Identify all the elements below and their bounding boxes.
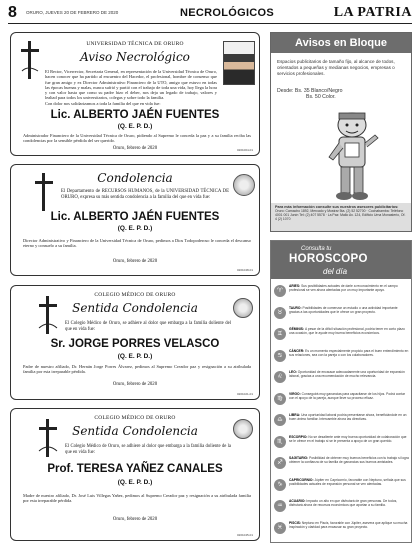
sign-text: TAURO: Posibilidades de comenzar un estudio o una actividad importante gracias a las oportunidades que le ofrece un gran proyecto. bbox=[289, 305, 398, 314]
sign-name: LEO: bbox=[289, 370, 298, 374]
sign-name: VIRGO: bbox=[289, 391, 302, 396]
sign-text: LEO: Oportunidad de encausar adecuadamente una oportunidad de expansión laboral, gracias a una recomendación de mucho relevancia. bbox=[289, 370, 405, 378]
rip-label: (Q. E. P. D.) bbox=[117, 353, 153, 360]
sign-name: ACUARIO: bbox=[289, 499, 307, 503]
notice-body-bottom: Con dolor nos solidarizamos a toda la familia del que en vida fue: bbox=[45, 101, 161, 106]
ad-code: 0201045-01 bbox=[236, 533, 253, 537]
horoscope-banner bbox=[271, 241, 411, 279]
horoscope-section bbox=[270, 240, 412, 543]
mascot-illustration bbox=[319, 107, 385, 203]
obituary-notice-3 bbox=[10, 285, 260, 400]
page-number: 8 bbox=[8, 4, 17, 21]
rip-label: (Q. E. P. D.) bbox=[117, 123, 153, 130]
notice-type: Aviso Necrológico bbox=[80, 50, 190, 64]
rip-label: (Q. E. P. D.) bbox=[117, 225, 153, 232]
issue-date: ORURO, JUEVES 20 DE FEBRERO DE 2020 bbox=[26, 10, 119, 15]
notice-type: Condolencia bbox=[97, 171, 173, 185]
ads-description: Espacios publicitarios de tamaño fijo, al alcance de todos, orientados a pequeñas y medianas negocios, empresas o servicios profesionales. bbox=[277, 59, 395, 76]
zodiac-libra-icon: ♎ bbox=[274, 414, 286, 426]
zodiac-acuario-icon: ♒ bbox=[274, 500, 286, 512]
classified-ads-promo bbox=[270, 32, 412, 232]
ad-code: 0201048-01 bbox=[236, 268, 253, 272]
sign-text: VIRGO: Conseguirá muy ganancias para capacitarse de los hijos. Podrá contar con el apoyo de la pareja, aunque lleve su proceso eficaz. bbox=[289, 391, 406, 400]
institution-name: COLEGIO MÉDICO DE ORURO bbox=[94, 292, 176, 298]
sign-name: CAPRICORNIO: bbox=[289, 477, 315, 482]
deceased-photo bbox=[223, 41, 255, 85]
sign-text: PISCIS: Neptuno en Piscis, favorable con Júpiter, asevera que aplique su mucha inspiración y claridad para encausar su gran proyecto. bbox=[289, 520, 408, 529]
sign-name: GÉMINIS: bbox=[289, 327, 305, 331]
deceased-name: Lic. ALBERTO JAÉN FUENTES bbox=[50, 211, 220, 223]
ads-title: Avisos en Bloque bbox=[271, 33, 411, 53]
horoscope-sign-aries bbox=[274, 283, 410, 307]
sign-name: ESCORPIO: bbox=[289, 434, 309, 439]
zodiac-sagitario-icon: ♐ bbox=[274, 457, 286, 469]
horoscope-sign-acuario bbox=[274, 498, 410, 522]
horoscope-sign-virgo bbox=[274, 391, 410, 415]
horoscope-sign-tauro bbox=[274, 305, 410, 329]
obituary-notice-4 bbox=[10, 408, 260, 541]
zodiac-escorpio-icon: ♏ bbox=[274, 436, 286, 448]
deceased-name: Lic. ALBERTO JAÉN FUENTES bbox=[50, 109, 220, 121]
page-header bbox=[8, 4, 412, 24]
notice-type: Sentida Condolencia bbox=[72, 301, 198, 315]
ad-code: 0201004-01 bbox=[236, 148, 253, 152]
rip-label: (Q. E. P. D.) bbox=[117, 479, 153, 486]
notice-closing: Madre de nuestro afiliado, Dr. José Luis Villegas Yañez, pedimos al Supremo Creador paz y resignación a su atribulada familia por esta irreparable pérdida. bbox=[23, 493, 251, 504]
horoscope-sign-escorpio bbox=[274, 434, 410, 458]
sign-text: CAPRICORNIO: Júpiter en Capricornio, favorable con Neptuno, señala que sus posibilidades actuales de expansión personal se ven alentadas. bbox=[289, 477, 406, 486]
sign-text: ESCORPIO: No se desaliente ante muy buena oportunidad de colaboración que se le ofrece en el trabajo si se le presenta a apoyo de un gran querido. bbox=[289, 434, 407, 443]
notice-body: El Colegio Médico de Oruro, se adhiere al dolor que embarga a la familia doliente del que en vida fue: bbox=[65, 321, 231, 332]
deceased-name: Prof. TERESA YAÑEZ CANALES bbox=[47, 463, 223, 475]
horoscope-title: HOROSCOPO bbox=[289, 253, 368, 265]
horoscope-sign-libra bbox=[274, 412, 410, 436]
ads-price bbox=[277, 88, 342, 101]
sign-text: ARIES: Sus posibilidades actuales de darle a reconocimiento en el campo profesional se ven ahora alentadas por un muy importante apoyo. bbox=[289, 284, 398, 292]
notice-body: El Rector, Vicerrector, Secretaria General, en representación de la Universidad Técnica de Oruro, hacen conocer que ha partido al encuentro del Hacedor, el profesional, hombre de consenso que fue gran amigo y ex Director Administrativo Financiero de la UTO, amigo que estuvo en todas las épocas buenas y malas, nunca sufrió y partió con el trabajo de toda una vida, hoy llega la hora y con valor hasta que como su padre hizo el deber, nos deja un legado de trabajo, valores y lealtad para todos los universitarios, colegas y sobre todo la familia. bbox=[45, 69, 217, 101]
zodiac-leo-icon: ♌ bbox=[274, 371, 286, 383]
obituary-notice-1 bbox=[10, 32, 260, 156]
zodiac-cáncer-icon: ♋ bbox=[274, 350, 286, 362]
sign-name: CÁNCER: bbox=[289, 348, 306, 353]
horoscope-kicker: Consulta tu bbox=[301, 246, 332, 252]
notice-closing: Administrador Financiero de la Universidad Técnica de Oruro, pidiendo al Supremo le conceda la paz y a su familia reciba las condolencias por la sensible pérdida del ser querido. bbox=[23, 133, 251, 144]
horoscope-sign-cáncer bbox=[274, 348, 410, 372]
sign-name: TAURO: bbox=[289, 305, 303, 310]
info-title: Para más información consulte sus nuestros asesores publicitarios: bbox=[275, 205, 399, 209]
deceased-name: Sr. JORGE PORRES VELASCO bbox=[50, 338, 220, 350]
horoscope-sign-géminis bbox=[274, 326, 410, 350]
notice-closing: Director Administrativo y Financiero de la Universidad Técnica de Oruro, pedimos a Dios Todopoderoso le conceda el descanso eterno y consuelo a su familia. bbox=[23, 238, 251, 249]
price-bw: Desde: Bs. 35 Blanco/Negro bbox=[277, 88, 343, 94]
info-body: Oruro: Camacho 1892, Mercado y Mostrar 5ta. (2) 52 52700 · Cochabamba: Teléfono 4001 001 Junín Tel: (2) 407 5578 · La Paz: Mallo Av. 124, Edificio Urna Monasterio, Of. 4 (2) 1070 bbox=[275, 209, 406, 221]
price-color: Bs. 50 Color. bbox=[306, 94, 336, 101]
obituary-notice-2 bbox=[10, 164, 260, 276]
notice-type: Sentida Condolencia bbox=[72, 424, 198, 438]
horoscope-sign-leo bbox=[274, 369, 410, 393]
sign-name: SAGITARIO: bbox=[289, 456, 310, 460]
sign-name: PISCIS: bbox=[289, 520, 302, 525]
ad-code: 0201021-01 bbox=[236, 392, 253, 396]
sign-text: SAGITARIO: Posibilidad de obtener muy buenos beneficios con tu trabajo si logra obtener la confianza de su familia de ganancias sus buenos amistades. bbox=[289, 456, 409, 464]
notice-closing: Padre de nuestro afiliado, Dr. Hernán Jorge Porres Álvarez, pedimos al Supremo Creador paz y resignación a su atribulada familia por esta irreparable pérdida. bbox=[23, 364, 251, 375]
zodiac-géminis-icon: ♊ bbox=[274, 328, 286, 340]
notice-date: Oruro, febrero de 2020 bbox=[112, 146, 158, 151]
sign-name: LIBRA: bbox=[289, 413, 302, 417]
notice-body: El Colegio Médico de Oruro, se adhiere al dolor que embarga a la familia doliente de la que en vida fue: bbox=[65, 444, 231, 455]
ads-contact-info bbox=[271, 203, 411, 231]
institution-name: UNIVERSIDAD TÉCNICA DE ORURO bbox=[86, 41, 184, 47]
sign-text: ACUARIO: Impacto un alto en que disfrutará de gran personas. De todos, disfrutará ahora de recursos económicos que aportan a su familia. bbox=[289, 499, 398, 507]
institution-name: COLEGIO MÉDICO DE ORURO bbox=[94, 415, 176, 421]
newspaper-brand: LA PATRIA bbox=[333, 5, 412, 20]
zodiac-virgo-icon: ♍ bbox=[274, 393, 286, 405]
section-title: NECROLÓGICOS bbox=[180, 7, 275, 19]
notice-body: El Departamento de RECURSOS HUMANOS, de la UNIVERSIDAD TÉCNICA DE ORURO, expresa su más sentida condolencia a la familia del que en vida fue: bbox=[61, 189, 229, 200]
zodiac-capricornio-icon: ♑ bbox=[274, 479, 286, 491]
horoscope-sign-capricornio bbox=[274, 477, 410, 501]
horoscope-sign-piscis bbox=[274, 520, 410, 544]
sign-name: ARIES: bbox=[289, 284, 302, 288]
notice-date: Oruro, febrero de 2020 bbox=[112, 382, 158, 387]
zodiac-aries-icon: ♈ bbox=[274, 285, 286, 297]
horoscope-subtitle: del día bbox=[323, 267, 348, 276]
sign-text: GÉMINIS: A pesar de la difícil situación profesional, podría tener en corto plazo una ocasión, que le ayude muy buena beneficios económicos. bbox=[289, 327, 405, 335]
notice-date: Oruro, febrero de 2020 bbox=[112, 259, 158, 264]
zodiac-tauro-icon: ♉ bbox=[274, 307, 286, 319]
sign-text: CÁNCER: Es un momento especialmente propicio para el buen entendimiento en sus relaciones, sea con la pareja o con los colaboradores. bbox=[289, 348, 409, 357]
notice-date: Oruro, febrero de 2020 bbox=[112, 517, 158, 522]
horoscope-sign-sagitario bbox=[274, 455, 410, 479]
sign-text: LIBRA: Una oportunidad laboral podría presentarse ahora, beneficiándole en un buen ánimo familiar. Intercambie ahora las directivas. bbox=[289, 413, 407, 421]
zodiac-piscis-icon: ♓ bbox=[274, 522, 286, 534]
